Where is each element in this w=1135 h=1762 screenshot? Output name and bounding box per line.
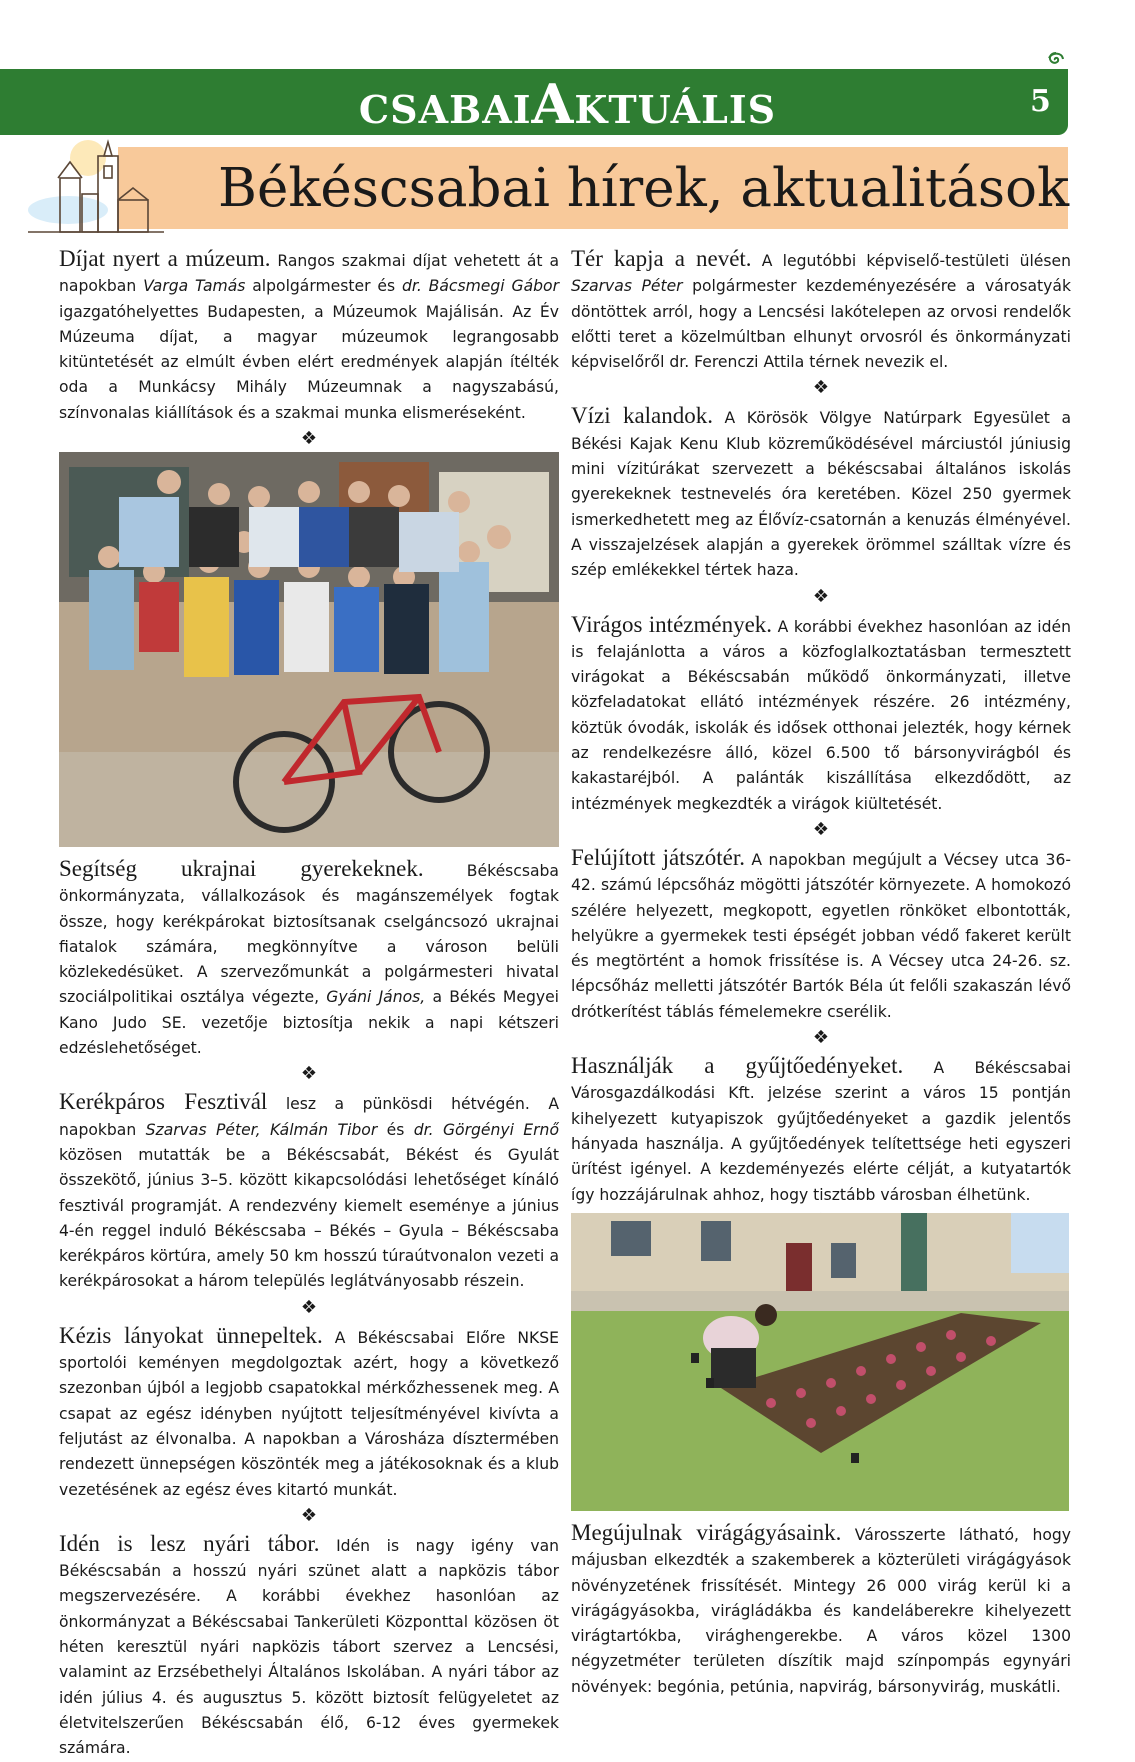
magazine-title: CSABAIAKTUÁLIS [358,72,777,136]
text-run: polgármester kezdeményezésére a városatyák döntöttek arról, hogy a Lencsési lakótelepen az orvosi rendelők előtti teret a közelmúltban elhunyt orvosról és önkormányzati képviselőről dr. Ferenczi Attila térnek nevezik el. [571,277,1071,372]
separator-ornament: ❖ [812,1027,830,1049]
separator-ornament: ❖ [812,377,830,399]
article-title: Használják a gyűjtőedényeket. [571,1053,904,1079]
right-column-lower [571,1520,1071,1700]
italic-name: Szarvas Péter [571,277,683,296]
separator-ornament: ❖ [300,1296,318,1318]
separator-ornament: ❖ [300,1504,318,1526]
text-run: Idén is nagy igény van Békéscsabán a hosszú nyári szünet alatt a napközis tábor megszervezésére. A korábbi évekhez hasonlóan az önkormányzat a Békéscsabai Tankerületi Központtal közösen öt héten keresztül nyári napközis tábort szervez a Lencsési, valamint az Erzsébethelyi Általános Iskolában. A nyári tábor az idén július 4. és augusztus 5. között biztosít felügyeletet az életvitelszerűen Békéscsabán élő, 6-12 éves gyermekek számára. [59,1536,560,1758]
text-run: A napokban megújult a Vécsey utca 36-42. számú lépcsőház mögötti játszótér környezete. A homokozó szélére helyezett, megkopott, egyetlen rönköket elbontották, helyükre a gyermekek testi épségét jobban védő fakeret került és megtörtént a homok frissítése is. A Vécsey utca 24-26. sz. lépcsőház melletti játszótér Bartók Béla út felőli szakaszán lévő drótkerítést táblás fémelemekre cserélik. [571,850,1072,1021]
text-run: közösen mutatták be a Békéscsabát, Békést és Gyulát összekötő, június 3–5. között kikapcsolódási lehetőséget kínáló fesztivál programját. A rendezvény kiemelt eseménye a június 4-én reggel induló Békéscsaba – Békés – Gyula – Békéscsaba kerékpáros körtúra, amely 50 km hosszú túraútvonalon vezeti a kerékpárosokat a három település leglátványosabb részein. [59,1145,559,1291]
article-title: Felújított játszótér. [571,844,745,870]
italic-name: Szarvas Péter, Kálmán Tibor [145,1120,378,1139]
text-run: A Békéscsabai Előre NKSE sportolói keményen megdolgoztak azért, hogy a következő szezonban újból a legjobb csapatokkal mérkőzhessenek meg. A csapat az egész idényben nyújtott teljesítményével kivívta a feljutást az élvonalba. A napokban a Városháza dísztermében rendezett ünnepségen köszönték meg a játékosoknak és a klub vezetésének az egész éves kitartó munkát. [59,1328,559,1499]
article-square-naming [571,246,1071,375]
separator-ornament: ❖ [812,585,830,607]
page-number: 5 [1030,84,1051,119]
youth-bicycle-group-photo [59,452,559,847]
italic-name: Gyáni János, [326,988,426,1007]
flower-bed-planting-photo [571,1213,1069,1511]
text-run: és [377,1120,414,1139]
left-column [59,246,559,454]
article-body [571,618,1071,813]
text-run: a Békés Megyei Kano Judo SE. vezetője biztosítja nekik a napi kétszeri edzéslehetőséget. [59,988,560,1058]
swirl-logo-icon [1046,50,1066,70]
article-bicycle-festival [59,1089,559,1294]
article-body [59,862,559,1057]
text-run: Békéscsaba önkormányzata, vállalkozások és magánszemélyek fogtak össze, hogy kerékpárokat biztosítsanak cselgáncsozó ukrajnai fiatalok számára, megkönnyítve a városon belüli közlekedésüket. A szervezőmunkát a polgármesteri hivatal szociálpolitikai osztálya végezte, [59,862,559,1007]
article-body [571,851,1071,1021]
article-summer-camp [59,1531,559,1762]
article-title: Segítség ukrajnai gyerekeknek. [59,856,424,881]
separator-ornament: ❖ [812,818,830,840]
article-title: Kerékpáros Fesztivál [59,1089,268,1115]
separator-ornament: ❖ [300,428,318,450]
text-run: Városszerte látható, hogy májusban elkezdték a szakemberek a közterületi virágágyások növényzetének frissítését. Mintegy 26 000 virág kerül ki a virágágyásokba, virágládákba és kandeláberekre kihelyezett virágtartókba, virághengerekbe. A város közel 1300 négyzetméter területen díszítik majd színpompás egynyári növények: begónia, petúnia, napvirág, bársonyvirág, muskátli. [571,1526,1071,1696]
article-body [571,409,1071,579]
church-illustration-icon [28,138,164,238]
text-run: A Körösök Völgye Natúrpark Egyesület a Békési Kajak Kenu Klub közreműködésével márciustól júniusig mini vízitúrákat szervezett a békéscsabai általános iskolás gyerekeknek testnevelés óra keretében. Közel 250 gyermek ismerkedhetett meg az Élővíz-csatornán a kenuzás élményével. A visszajelzések alapján a gyerekek örömmel szálltak vízre és szép emlékekkel tértek haza. [571,409,1072,580]
article-body [59,1537,559,1757]
page-headline: Békéscsabai hírek, aktualitások [218,158,1070,219]
article-title: Virágos intézmények. [571,611,773,637]
article-flower-beds [571,1520,1071,1700]
text-run: alpolgármester és [245,277,402,296]
italic-name: dr. Bácsmegi Gábor [401,277,559,296]
right-column [571,246,1071,1236]
article-title: Megújulnak virágágyásaink. [571,1520,842,1545]
article-museum-award [59,246,559,426]
italic-name: Varga Tamás [143,277,246,296]
article-title: Vízi kalandok. [571,403,713,429]
text-run: A Békéscsabai Városgazdálkodási Kft. jelzése szerint a város 15 pontján kihelyezett kutyapiszok gyűjtőedényeket a gazdik jelentős hányada használja. A gyűjtőedények telítettsége heti egyszeri ürítést igényel. A kezdeményezés elérte célját, a kutyatartók így hozzájárulnak ahhoz, hogy tisztább városban élhetünk. [571,1059,1071,1204]
left-column-lower [59,856,559,1762]
text-run: igazgatóhelyettes Budapesten, a Múzeumok Majálisán. Az Év Múzeuma díjat, a magyar múzeumok legrangosabb kitüntetését az elmúlt évben elért eredmények alapján ítélték oda a Munkácsy Mihály Múzeumnak a nagyszabású, színvonalas kiállítások és a szakmai munka elismeréseként. [59,302,559,422]
article-title: Tér kapja a nevét. [571,246,752,271]
article-body [59,1095,559,1290]
article-water-adventures [571,403,1071,583]
text-run: Rangos szakmai díjat vehetett át a napokban [59,252,559,296]
article-body [571,1059,1071,1203]
article-title: Díjat nyert a múzeum. [59,246,271,271]
text-run: A korábbi évekhez hasonlóan az idén is felajánlotta a város a közfoglalkoztatásban termesztett virágokat a Békéscsabán működő önkormányzati, illetve közfeladatokat ellátó intézmények részére. 26 intézmény, köztük óvodák, iskolák és idősek otthonai jelezték, hogy kérnek az rendelkezésre álló, közel 6.500 tő bársonyvirágból és kakastaréjból. A palánták kiszállítása elkezdődött, az intézmények megkezdték a virágok kiültetését. [571,617,1071,813]
separator-ornament: ❖ [300,1063,318,1085]
article-waste-bins [571,1053,1071,1208]
italic-name: dr. Görgényi Ernő [413,1120,559,1139]
text-run: lesz a pünkösdi hétvégén. A napokban [59,1095,559,1139]
article-ukrainian-children [59,856,559,1061]
article-body [59,1329,559,1499]
article-body [59,252,559,422]
text-run: A legutóbbi képviselő-testületi ülésen [751,252,1071,270]
article-flowery-institutions [571,612,1071,817]
article-title: Idén is lesz nyári tábor. [59,1530,320,1556]
article-handball-girls [59,1323,559,1503]
article-title: Kézis lányokat ünnepeltek. [59,1322,323,1348]
article-renovated-playground [571,845,1071,1025]
article-body [571,1526,1071,1696]
